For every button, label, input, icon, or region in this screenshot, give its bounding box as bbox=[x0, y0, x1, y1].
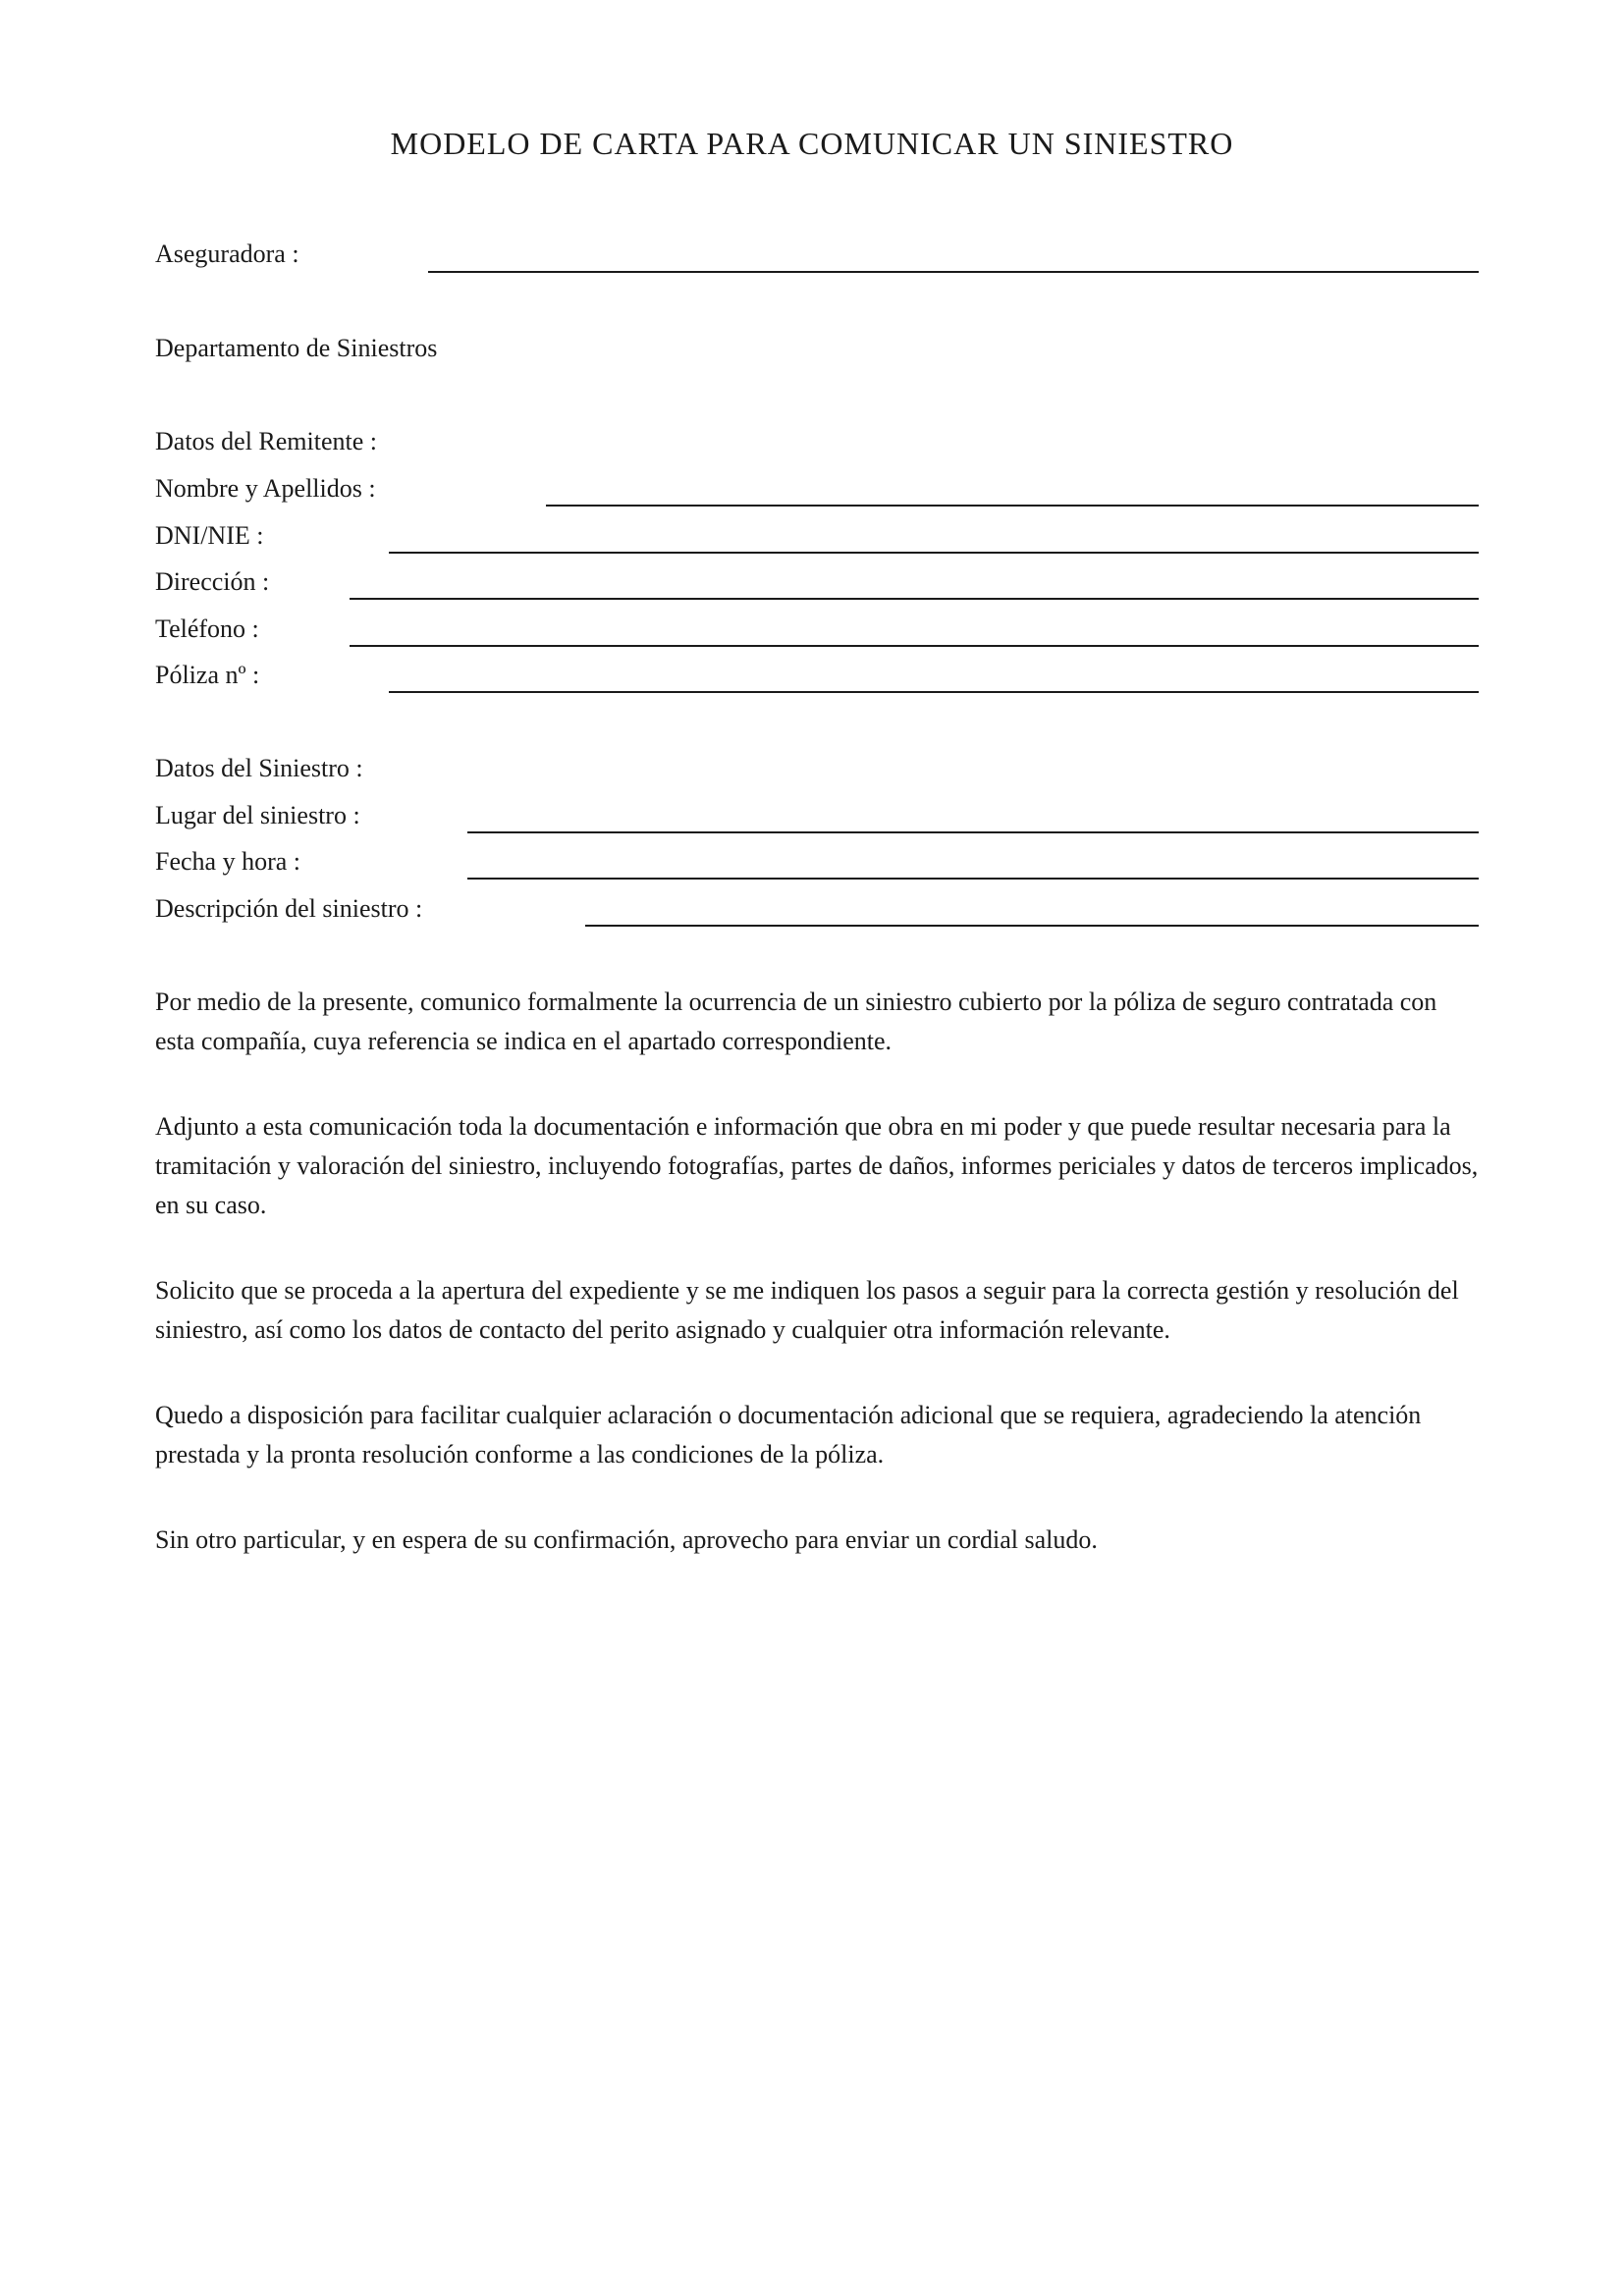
lugar-field-line[interactable] bbox=[467, 831, 1479, 833]
telefono-label: Teléfono : bbox=[155, 614, 259, 643]
poliza-field-line[interactable] bbox=[389, 691, 1479, 693]
aseguradora-field-line[interactable] bbox=[428, 271, 1479, 273]
fecha-field-line[interactable] bbox=[467, 878, 1479, 880]
direccion-label: Dirección : bbox=[155, 567, 270, 596]
paragraph-documentacion: Adjunto a esta comunicación toda la documentación e información que obra en mi poder y que puede resultar necesaria para la tramitación y valoración del siniestro, incluyendo fotografías, partes de daños, informes periciales y datos de terceros implicados, en su caso. bbox=[155, 1112, 1479, 1219]
poliza-label: Póliza nº : bbox=[155, 661, 260, 689]
paragraph-solicitud: Solicito que se proceda a la apertura del expediente y se me indiquen los pasos a seguir para la correcta gestión y resolución del siniestro, así como los datos de contacto del perito asignado y cualquier otra información relevante. bbox=[155, 1276, 1459, 1344]
nombre-field-line[interactable] bbox=[546, 505, 1479, 507]
direccion-field-line[interactable] bbox=[350, 598, 1479, 600]
fecha-label: Fecha y hora : bbox=[155, 847, 301, 876]
document-title: MODELO DE CARTA PARA COMUNICAR UN SINIESTRO bbox=[390, 126, 1234, 161]
dni-label: DNI/NIE : bbox=[155, 521, 264, 550]
lugar-label: Lugar del siniestro : bbox=[155, 801, 360, 829]
siniestro-heading: Datos del Siniestro : bbox=[155, 754, 363, 782]
nombre-label: Nombre y Apellidos : bbox=[155, 474, 376, 503]
aseguradora-label: Aseguradora : bbox=[155, 240, 299, 268]
descripcion-field-line[interactable] bbox=[585, 925, 1479, 927]
paragraph-disposicion: Quedo a disposición para facilitar cualquier aclaración o documentación adicional que se requiera, agradeciendo la atención prestada y la pronta resolución conforme a las condiciones de la póliza. bbox=[155, 1401, 1422, 1468]
telefono-field-line[interactable] bbox=[350, 645, 1479, 647]
paragraph-despedida: Sin otro particular, y en espera de su confirmación, aprovecho para enviar un cordial saludo. bbox=[155, 1525, 1098, 1554]
dni-field-line[interactable] bbox=[389, 552, 1479, 554]
paragraph-comunicacion: Por medio de la presente, comunico formalmente la ocurrencia de un siniestro cubierto por la póliza de seguro contratada con esta compañía, cuya referencia se indica en el apartado correspondiente. bbox=[155, 988, 1437, 1055]
descripcion-label: Descripción del siniestro : bbox=[155, 894, 423, 923]
remitente-heading: Datos del Remitente : bbox=[155, 427, 378, 455]
departamento-label: Departamento de Siniestros bbox=[155, 334, 438, 362]
